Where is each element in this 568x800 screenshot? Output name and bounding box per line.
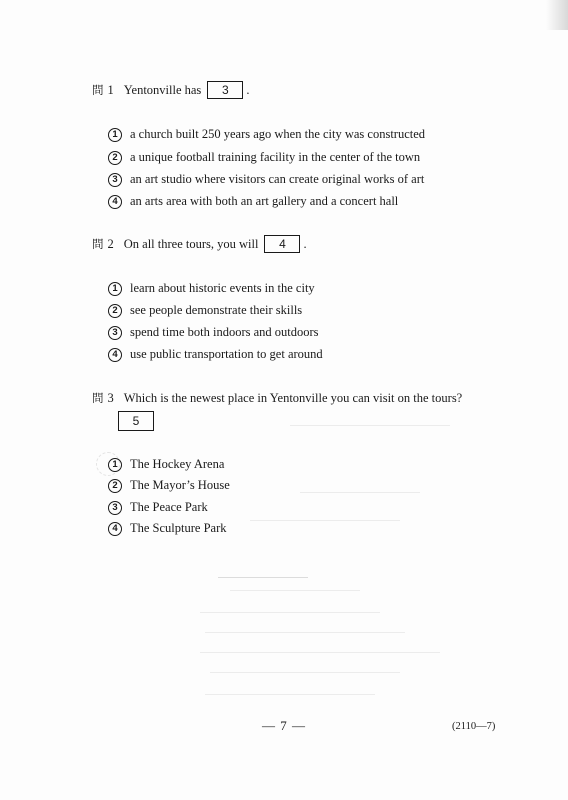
q1-choice-4[interactable] xyxy=(108,194,398,209)
question-marker: 問 xyxy=(92,83,104,97)
q2-choice-1[interactable] xyxy=(108,281,315,296)
choice-text: an arts area with both an art gallery and a concert hall xyxy=(130,194,399,208)
question-2 xyxy=(92,235,307,253)
q2-choice-2[interactable] xyxy=(108,303,302,318)
q3-choice-1[interactable] xyxy=(108,457,224,472)
choice-number-circle: 2 xyxy=(108,151,122,165)
show-through-line xyxy=(290,425,450,426)
question-marker: 問 xyxy=(92,237,104,251)
question-3 xyxy=(92,390,462,406)
choice-number-circle: 4 xyxy=(108,348,122,362)
choice-number-circle: 3 xyxy=(108,326,122,340)
choice-number-circle: 2 xyxy=(108,479,122,493)
choice-text: The Peace Park xyxy=(130,500,208,514)
q1-choice-1[interactable] xyxy=(108,127,425,142)
choice-number-circle: 3 xyxy=(108,501,122,515)
q1-choice-3[interactable] xyxy=(108,172,424,187)
choice-text: The Hockey Arena xyxy=(130,457,225,471)
choice-text: spend time both indoors and outdoors xyxy=(130,325,319,339)
choice-number-circle: 4 xyxy=(108,522,122,536)
choice-text: The Sculpture Park xyxy=(130,521,227,535)
choice-text: an art studio where visitors can create original works of art xyxy=(130,172,425,186)
question-stem: On all three tours, you will xyxy=(123,236,259,251)
show-through-line xyxy=(230,590,360,591)
q3-choice-3[interactable] xyxy=(108,500,208,515)
question-period: . xyxy=(303,236,307,251)
question-stem: Yentonville has xyxy=(123,82,202,97)
choice-text: see people demonstrate their skills xyxy=(130,303,303,317)
question-1 xyxy=(92,81,249,99)
show-through-line xyxy=(300,492,420,493)
page-corner-shadow xyxy=(546,0,568,30)
question-number: 1 xyxy=(107,82,114,97)
q1-choice-2[interactable] xyxy=(108,150,420,165)
show-through-line xyxy=(205,694,375,695)
question-period: . xyxy=(246,82,250,97)
question-number: 3 xyxy=(107,390,114,405)
choice-text: a unique football training facility in the center of the town xyxy=(130,150,421,164)
q3-choice-4[interactable] xyxy=(108,521,227,536)
choice-text: learn about historic events in the city xyxy=(130,281,315,295)
choice-text: The Mayor’s House xyxy=(130,478,230,492)
show-through-line xyxy=(250,520,400,521)
question-stem: Which is the newest place in Yentonville you can visit on the tours? xyxy=(123,390,463,405)
q3-choice-2[interactable] xyxy=(108,478,230,493)
q2-choice-4[interactable] xyxy=(108,347,323,362)
show-through-line xyxy=(210,672,400,673)
answer-box-4[interactable]: 4 xyxy=(264,235,300,253)
q2-choice-3[interactable] xyxy=(108,325,319,340)
question-marker: 問 xyxy=(92,391,104,405)
choice-text: use public transportation to get around xyxy=(130,347,323,361)
answer-box-5[interactable]: 5 xyxy=(118,411,154,431)
choice-number-circle: 1 xyxy=(108,128,122,142)
page-number: — 7 — xyxy=(262,718,306,733)
choice-number-circle: 4 xyxy=(108,195,122,209)
choice-number-circle: 1 xyxy=(108,282,122,296)
show-through-line xyxy=(200,652,440,653)
choice-text: a church built 250 years ago when the city was constructed xyxy=(130,127,426,141)
choice-number-circle: 1 xyxy=(108,458,122,472)
exam-code: (2110—7) xyxy=(452,721,496,732)
question-number: 2 xyxy=(107,236,114,251)
answer-box-3[interactable]: 3 xyxy=(207,81,243,99)
choice-number-circle: 3 xyxy=(108,173,122,187)
show-through-line xyxy=(200,612,380,613)
choice-number-circle: 2 xyxy=(108,304,122,318)
show-through-heading xyxy=(218,565,308,578)
show-through-line xyxy=(205,632,405,633)
